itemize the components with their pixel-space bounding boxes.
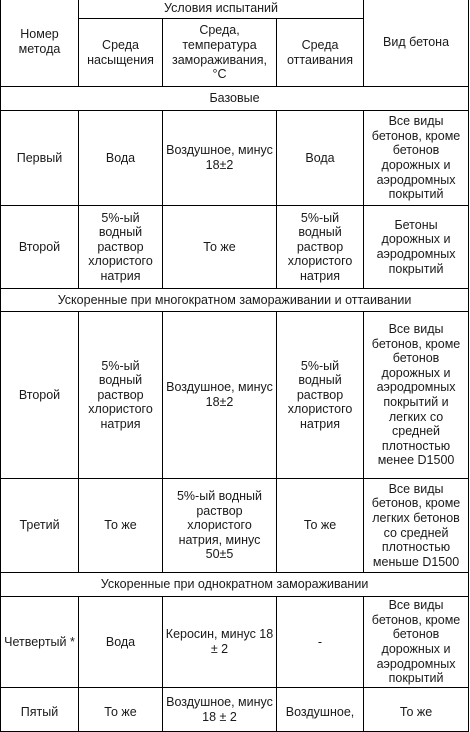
header-freeze: Среда, температура замораживания, °С — [163, 19, 277, 87]
cell-method: Второй — [1, 312, 79, 479]
cell-concrete: Все виды бетонов, кроме бетонов дорожных и аэродромных покрытий — [364, 597, 469, 688]
cell-saturation: 5%-ый водный раствор хлористого натрия — [79, 312, 163, 479]
cell-freeze: То же — [163, 206, 277, 289]
cell-method: Четвертый * — [1, 597, 79, 688]
cell-saturation: То же — [79, 688, 163, 732]
table-row — [1, 688, 469, 732]
section-row — [1, 87, 469, 111]
section-row — [1, 573, 469, 597]
section-row — [1, 289, 469, 312]
cell-concrete: То же — [364, 688, 469, 732]
header-thaw: Среда оттаивания — [277, 19, 364, 87]
table-row — [1, 479, 469, 573]
table-row — [1, 312, 469, 479]
cell-thaw: 5%-ый водный раствор хлористого натрия — [277, 206, 364, 289]
cell-method: Первый — [1, 111, 79, 206]
cell-thaw: - — [277, 597, 364, 688]
cell-thaw: Воздушное, — [277, 688, 364, 732]
header-method: Номер метода — [1, 0, 79, 87]
cell-saturation: Вода — [79, 111, 163, 206]
cell-freeze: Воздушное, минус 18±2 — [163, 111, 277, 206]
cell-method: Третий — [1, 479, 79, 573]
cell-concrete: Все виды бетонов, кроме легких бетонов со средней плотностью меньше D1500 — [364, 479, 469, 573]
header-conditions: Условия испытаний — [79, 0, 364, 19]
header-saturation: Среда насыщения — [79, 19, 163, 87]
table-row — [1, 111, 469, 206]
section-title: Ускоренные при однократном замораживании — [1, 573, 469, 597]
cell-freeze: Воздушное, минус 18±2 — [163, 312, 277, 479]
table-row — [1, 597, 469, 688]
cell-freeze: Керосин, минус 18 ± 2 — [163, 597, 277, 688]
table-row — [1, 206, 469, 289]
cell-concrete: Бетоны дорожных и аэродромных покрытий — [364, 206, 469, 289]
header-row-top — [1, 0, 469, 19]
header-concrete: Вид бетона — [364, 0, 469, 87]
cell-thaw: То же — [277, 479, 364, 573]
cell-concrete: Все виды бетонов, кроме бетонов дорожных и аэродромных покрытий — [364, 111, 469, 206]
cell-saturation: То же — [79, 479, 163, 573]
cell-method: Пятый — [1, 688, 79, 732]
cell-saturation: 5%-ый водный раствор хлористого натрия — [79, 206, 163, 289]
section-title: Ускоренные при многократном замораживании и оттаивании — [1, 289, 469, 312]
cell-method: Второй — [1, 206, 79, 289]
cell-concrete: Все виды бетонов, кроме бетонов дорожных и аэродромных покрытий и легких со средней плотностью менее D1500 — [364, 312, 469, 479]
cell-thaw: 5%-ый водный раствор хлористого натрия — [277, 312, 364, 479]
cell-freeze: 5%-ый водный раствор хлористого натрия, минус 50±5 — [163, 479, 277, 573]
cell-freeze: Воздушное, минус 18 ± 2 — [163, 688, 277, 732]
cell-thaw: Вода — [277, 111, 364, 206]
cell-saturation: Вода — [79, 597, 163, 688]
section-title: Базовые — [1, 87, 469, 111]
